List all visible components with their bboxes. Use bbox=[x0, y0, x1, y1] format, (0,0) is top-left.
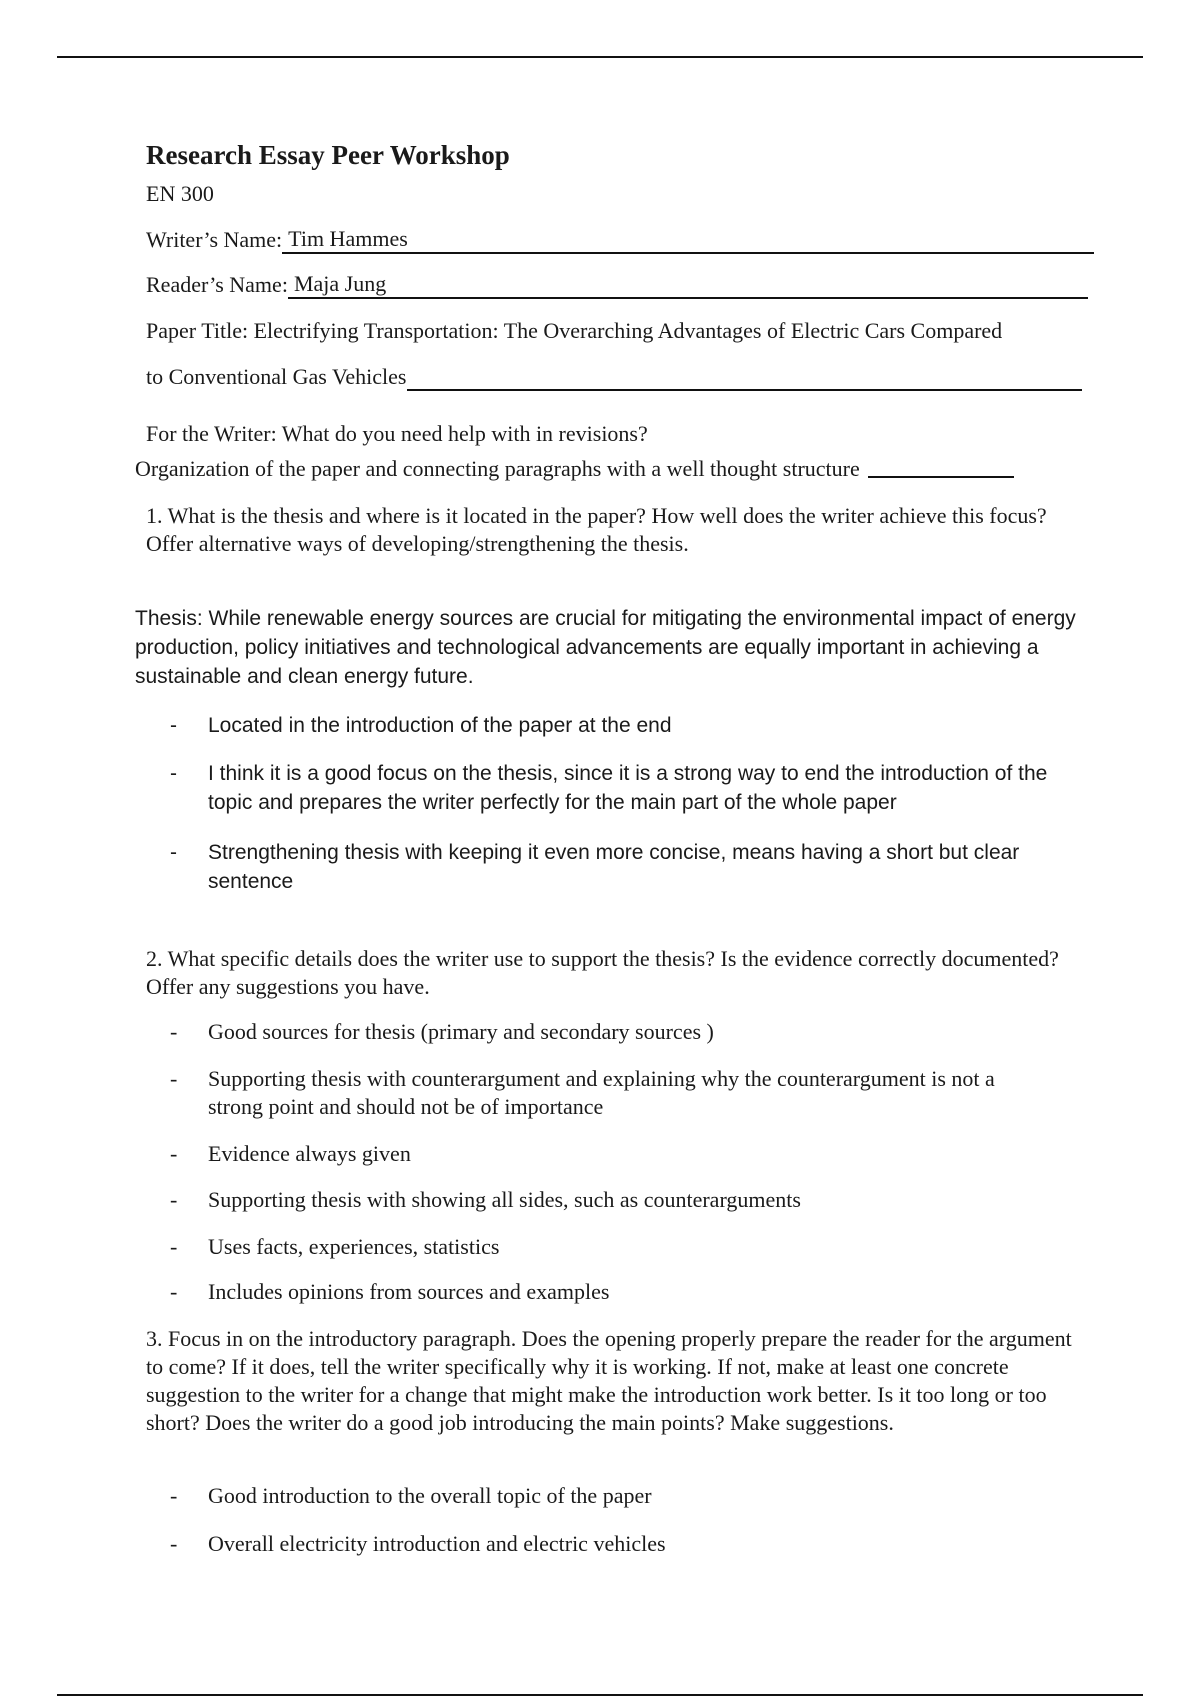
question-2: 2. What specific details does the writer use to support the thesis? Is the evidence correctly documented? Offer any suggestions you have. bbox=[146, 946, 1059, 999]
bullet-dash: - bbox=[170, 1187, 178, 1212]
writer-name-label: Writer’s Name: bbox=[146, 227, 283, 252]
writer-name-field bbox=[146, 226, 1094, 254]
question-3: 3. Focus in on the introductory paragraph. Does the opening properly prepare the reader for the argument to come? If it does, tell the writer specifically why it is working. If not, make at least one concrete suggestion to the writer for a change that might make the introduction work better. Is it too long or too short? Does the writer do a good job introducing the main points? Make suggestions. bbox=[146, 1326, 1072, 1435]
list-item bbox=[170, 1186, 1070, 1214]
writer-name-value: Tim Hammes bbox=[282, 226, 1094, 254]
list-item bbox=[170, 1233, 1070, 1261]
bullet-dash: - bbox=[170, 762, 177, 785]
writer-help-answer: Organization of the paper and connecting paragraphs with a well thought structure bbox=[135, 456, 860, 481]
bullet-dash: - bbox=[170, 1141, 178, 1166]
list-item bbox=[170, 759, 1070, 817]
q2-answer-1: Good sources for thesis (primary and secondary sources ) bbox=[208, 1019, 714, 1044]
page-top-rule bbox=[57, 56, 1143, 58]
q2-answer-3: Evidence always given bbox=[208, 1141, 411, 1166]
q1-answer-2: I think it is a good focus on the thesis, since it is a strong way to end the introduction of the topic and prepares the writer perfectly for the main part of the whole paper bbox=[208, 762, 1048, 814]
paper-title-underline bbox=[407, 389, 1083, 391]
bullet-dash: - bbox=[170, 714, 177, 737]
paper-title-line-1: Paper Title: Electrifying Transportation: The Overarching Advantages of Electric Cars Compared bbox=[146, 318, 1003, 343]
list-item bbox=[170, 1278, 1070, 1306]
reader-name-label: Reader’s Name: bbox=[146, 272, 288, 297]
bullet-dash: - bbox=[170, 1279, 178, 1304]
bullet-dash: - bbox=[170, 1483, 178, 1508]
document-title: Research Essay Peer Workshop bbox=[146, 140, 510, 170]
list-item bbox=[170, 1482, 1070, 1510]
list-item bbox=[170, 838, 1070, 896]
q1-answer-1: Located in the introduction of the paper at the end bbox=[208, 714, 672, 737]
reader-name-field bbox=[146, 271, 1088, 299]
reader-name-value: Maja Jung bbox=[288, 271, 1088, 299]
list-item bbox=[170, 1065, 1070, 1121]
paper-title-line-2: to Conventional Gas Vehicles bbox=[146, 364, 407, 389]
list-item bbox=[170, 1140, 1070, 1168]
q3-answer-1: Good introduction to the overall topic of the paper bbox=[208, 1483, 652, 1508]
paper-title-line-2-field bbox=[146, 363, 1082, 391]
list-item bbox=[170, 711, 1070, 740]
thesis-statement: Thesis: While renewable energy sources are crucial for mitigating the environmental impact of energy production, policy initiatives and technological advancements are equally important in achieving a sustainable and clean energy future. bbox=[135, 607, 1076, 688]
q2-answer-5: Uses facts, experiences, statistics bbox=[208, 1234, 500, 1259]
bullet-dash: - bbox=[170, 1019, 178, 1044]
list-item bbox=[170, 1530, 1070, 1558]
question-1: 1. What is the thesis and where is it located in the paper? How well does the writer achieve this focus? Offer alternative ways of developing/strengthening the thesis. bbox=[146, 503, 1047, 556]
list-item bbox=[170, 1018, 1070, 1046]
q1-answer-3: Strengthening thesis with keeping it even more concise, means having a short but clear sentence bbox=[208, 841, 1020, 893]
bullet-dash: - bbox=[170, 1066, 178, 1091]
bullet-dash: - bbox=[170, 1234, 178, 1259]
bullet-dash: - bbox=[170, 841, 177, 864]
writer-help-answer-field bbox=[135, 456, 1085, 482]
q2-answer-6: Includes opinions from sources and examples bbox=[208, 1279, 610, 1304]
q2-answer-2: Supporting thesis with counterargument and explaining why the counterargument is not a strong point and should not be of importance bbox=[208, 1066, 995, 1119]
course-code: EN 300 bbox=[146, 181, 214, 206]
bullet-dash: - bbox=[170, 1531, 178, 1556]
writer-help-question: For the Writer: What do you need help with in revisions? bbox=[146, 421, 648, 446]
page-bottom-rule bbox=[57, 1694, 1143, 1696]
q2-answer-4: Supporting thesis with showing all sides, such as counterarguments bbox=[208, 1187, 801, 1212]
writer-help-underline bbox=[868, 476, 1014, 478]
q3-answer-2: Overall electricity introduction and electric vehicles bbox=[208, 1531, 666, 1556]
